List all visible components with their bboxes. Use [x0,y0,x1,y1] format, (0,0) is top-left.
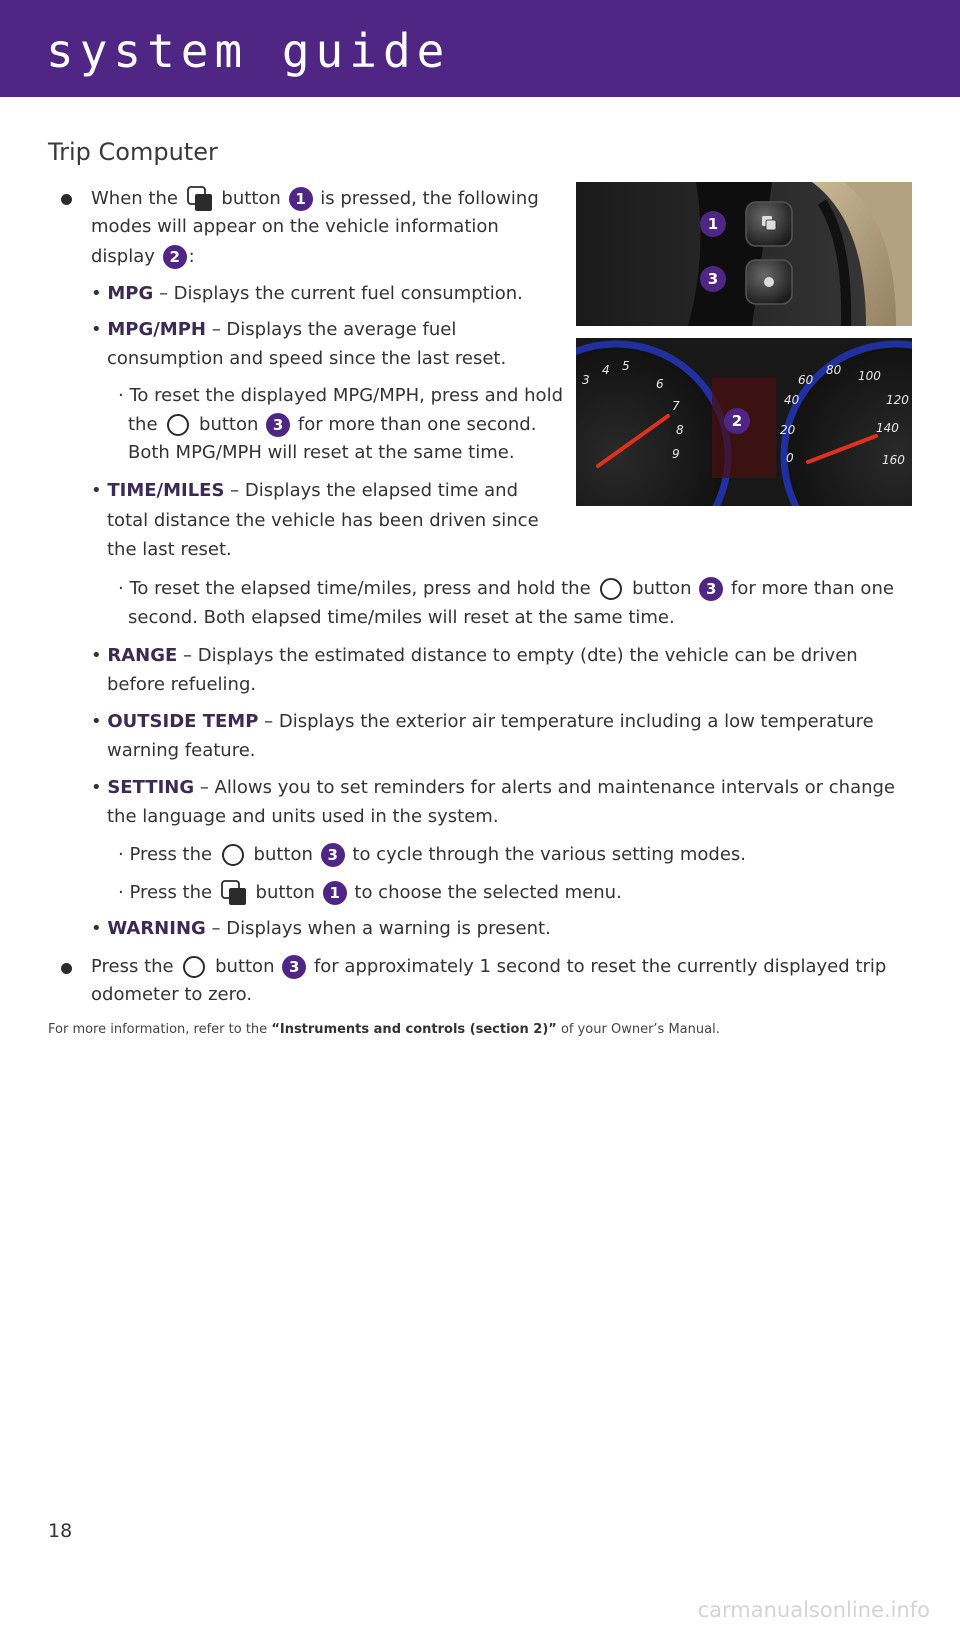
bullet-dot [61,963,72,974]
right-tick-20: 20 [780,423,796,437]
range-label: RANGE [107,645,178,666]
callout-3-badge: 3 [266,413,290,437]
mpgmph-item: • MPG/MPH – Displays the average fuel [91,319,457,340]
callout-2-badge: 2 [163,245,187,269]
right-tick-120: 120 [886,393,909,407]
intro-line-1: When the button 1 is pressed, the following [91,186,539,212]
press-line-1: Press the button 3 for approximately 1 second to reset the currently displayed trip [91,956,887,977]
right-tick-60: 60 [798,373,814,387]
square-button-icon [187,186,213,212]
left-tick-5: 5 [622,359,630,373]
ring-button-icon [166,413,190,437]
mpgmph-label: MPG/MPH [107,319,206,340]
callout-2-badge: 2 [724,408,750,434]
mpgmph-sub-3: Both MPG/MPH will reset at the same time. [128,442,515,463]
right-tick-80: 80 [826,363,842,377]
header-title: system guide [46,24,451,78]
range-line-2: before refueling. [107,674,257,695]
square-button-icon [221,880,247,906]
watermark: carmanualsonline.info [697,1598,930,1622]
range-item: • RANGE – Displays the estimated distance to empty (dte) the vehicle can be driven [91,645,858,666]
callout-3-badge: 3 [282,955,306,979]
header-bar [0,0,960,97]
left-tick-8: 8 [676,423,684,437]
right-tick-140: 140 [876,421,899,435]
setting-line-2: the language and units used in the system. [107,806,499,827]
callout-1-badge: 1 [700,211,726,237]
mpgmph-sub-1: · To reset the displayed MPG/MPH, press and hold [118,385,563,406]
timemiles-line-2: total distance the vehicle has been driven since [107,510,539,531]
bullet-dot [61,194,72,205]
intro-line-3: display 2 : [91,246,195,267]
callout-3-badge: 3 [699,577,723,601]
left-tick-4: 4 [602,363,610,377]
callout-3-badge: 3 [700,266,726,292]
section-title: Trip Computer [48,138,218,166]
setting-sub-2: · Press the button 1 to choose the selected menu. [118,880,622,906]
outsidetemp-line-2: warning feature. [107,740,256,761]
setting-sub-1: · Press the button 3 to cycle through the various setting modes. [118,844,747,865]
callout-1-badge: 1 [289,187,313,211]
left-tick-3: 3 [582,373,590,387]
press-line-2: odometer to zero. [91,984,253,1005]
buttons-photo [576,182,912,326]
setting-item: • SETTING – Allows you to set reminders for alerts and maintenance intervals or change [91,777,896,798]
gauge-cluster-photo [576,338,912,506]
timemiles-label: TIME/MILES [107,480,225,501]
outsidetemp-label: OUTSIDE TEMP [107,711,259,732]
left-tick-6: 6 [656,377,664,391]
warning-label: WARNING [107,918,206,939]
setting-label: SETTING [107,777,195,798]
timemiles-sub-2: second. Both elapsed time/miles will reset at the same time. [128,607,675,628]
callout-3-badge: 3 [321,843,345,867]
timemiles-item: • TIME/MILES – Displays the elapsed time and [91,480,518,501]
right-tick-0: 0 [786,451,794,465]
page-number: 18 [48,1520,73,1542]
footnote: For more information, refer to the “Instruments and controls (section 2)” of your Owner’s Manual. [48,1022,720,1037]
right-tick-40: 40 [784,393,800,407]
timemiles-line-3: the last reset. [107,539,232,560]
warning-item: • WARNING – Displays when a warning is present. [91,918,551,939]
intro-line-2: modes will appear on the vehicle information [91,216,499,237]
ring-button-icon [599,577,623,601]
ring-button-icon [221,843,245,867]
outsidetemp-item: • OUTSIDE TEMP – Displays the exterior air temperature including a low temperature [91,711,874,732]
left-tick-7: 7 [672,399,680,413]
callout-1-badge: 1 [323,881,347,905]
right-tick-160: 160 [882,453,905,467]
timemiles-sub-1: · To reset the elapsed time/miles, press and hold the button 3 for more than one [118,578,894,599]
right-tick-100: 100 [858,369,881,383]
left-tick-9: 9 [672,447,680,461]
mpgmph-sub-2: the button 3 for more than one second. [128,414,537,435]
mpg-label: MPG [107,283,154,304]
ring-button-icon [182,955,206,979]
mpg-item: • MPG – Displays the current fuel consumption. [91,283,523,304]
mpgmph-line-2: consumption and speed since the last reset. [107,348,507,369]
